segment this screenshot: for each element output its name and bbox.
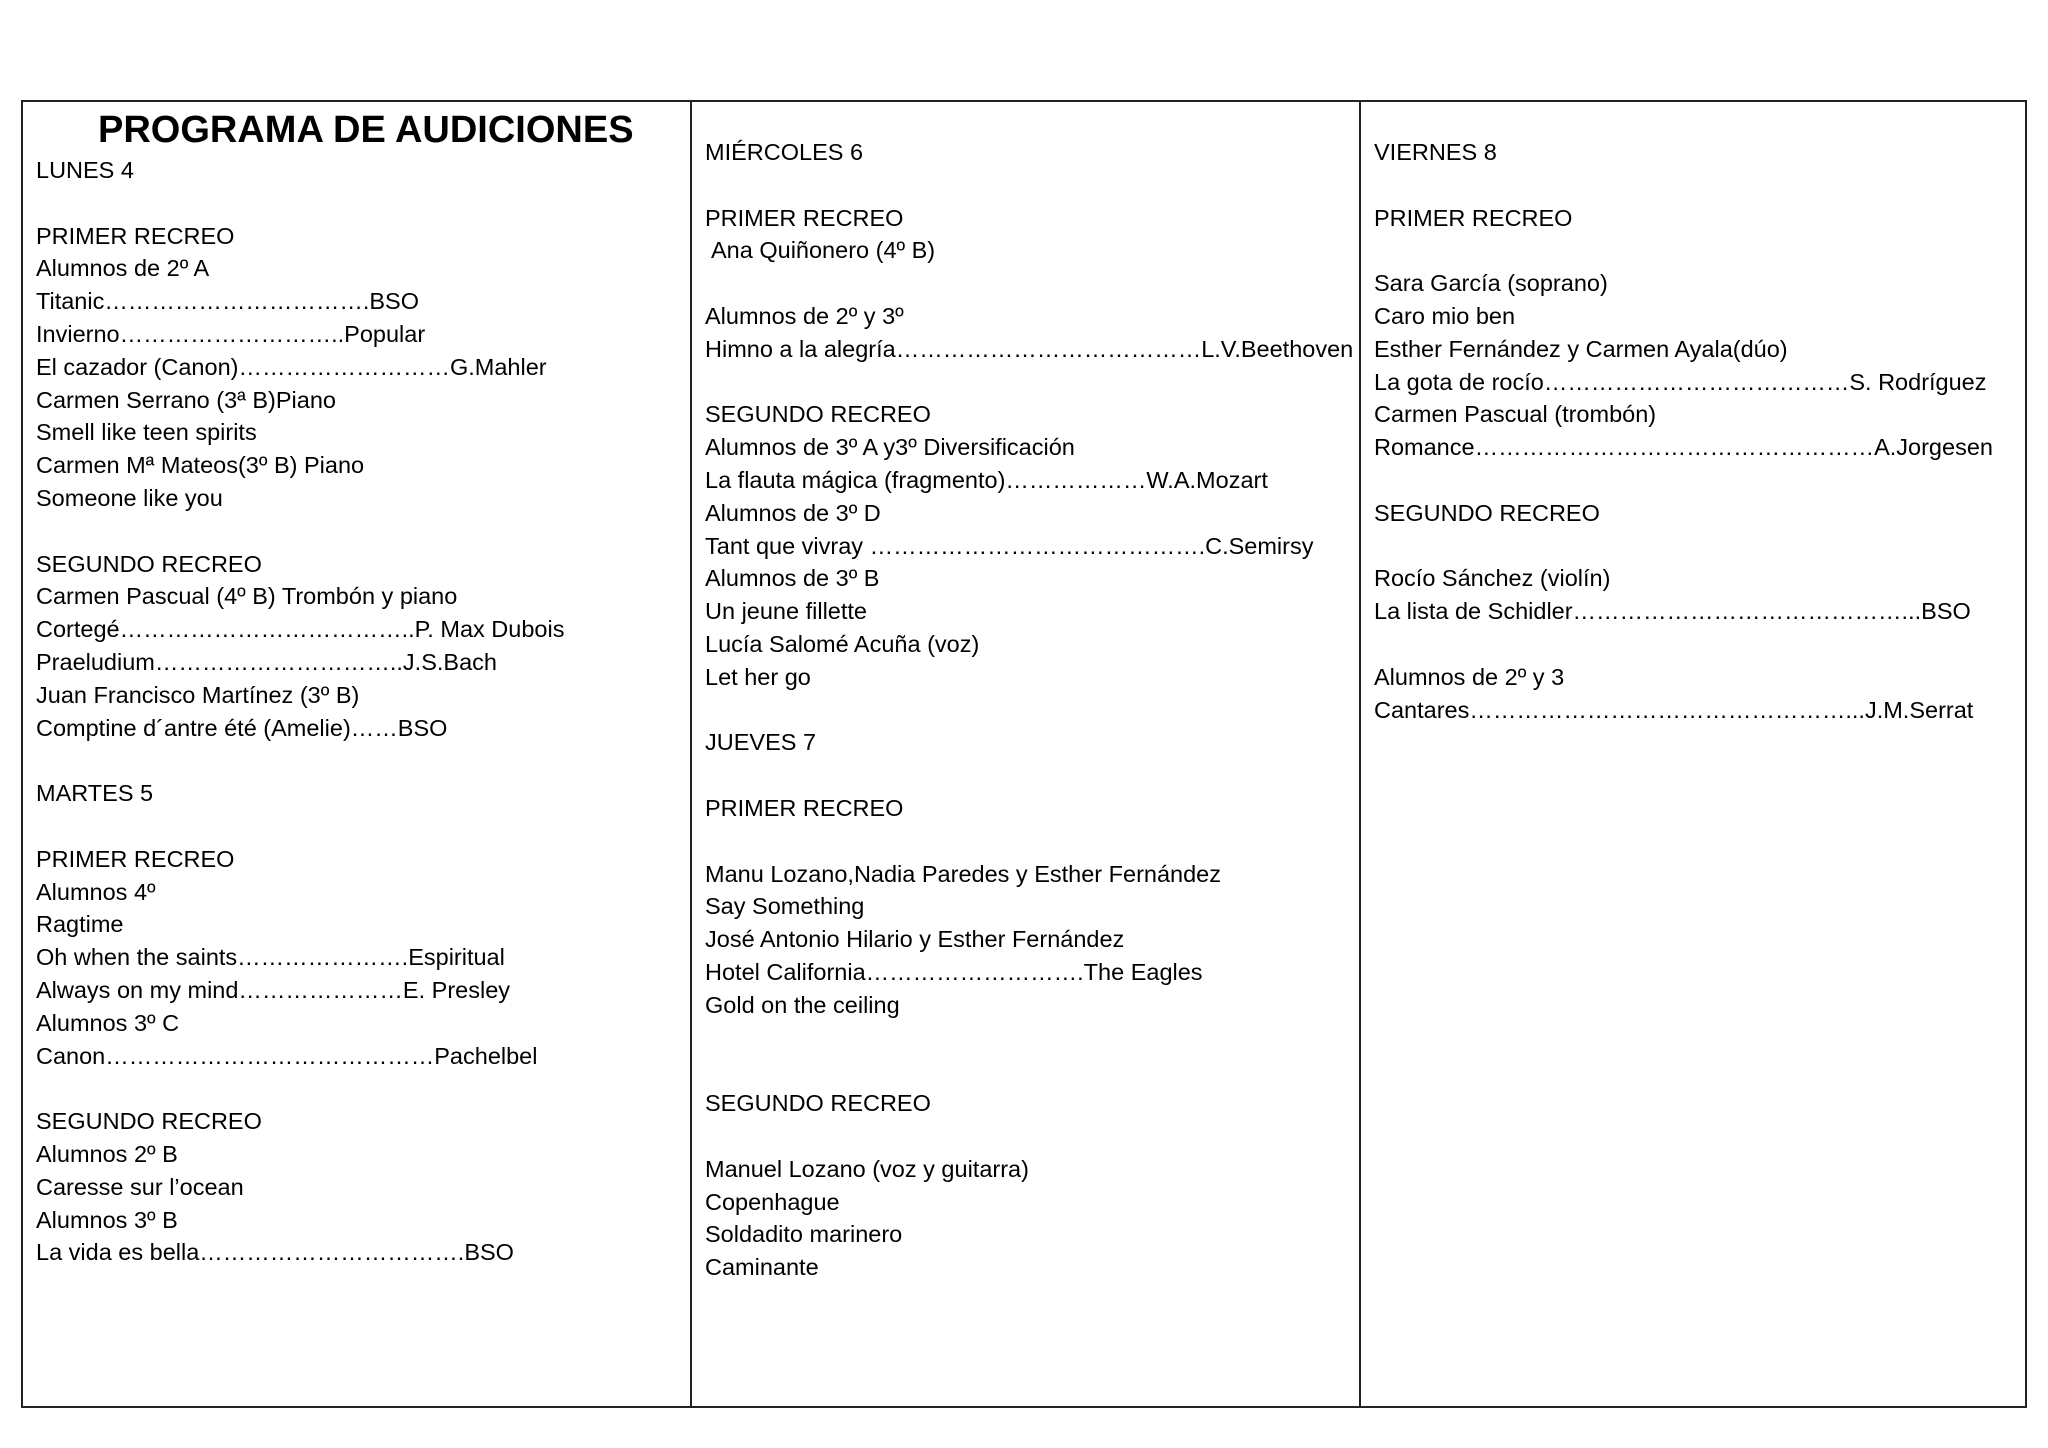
column-friday [1361, 102, 2025, 1406]
text-line: LUNES 4 [36, 157, 134, 183]
text-line: Someone like you [36, 484, 223, 511]
text-line: Cantares…………………………………………...J.M.Serrat [1374, 696, 1974, 723]
text-line: Caminante [705, 1254, 819, 1281]
blank-line [705, 825, 1359, 858]
text-line: Let her go [705, 663, 811, 690]
blank-line [36, 187, 690, 220]
blank-line [705, 366, 1359, 399]
text-line: SEGUNDO RECREO [705, 401, 931, 428]
blank-line [705, 694, 1359, 727]
blank-line [36, 1072, 690, 1105]
blank-line [1374, 530, 2025, 563]
text-line: Carmen Mª Mateos(3º B) Piano [36, 452, 365, 479]
text-line: Cortegé………………………………..P. Max Dubois [36, 616, 565, 643]
text-line: Sara García (soprano) [1374, 270, 1608, 297]
text-line: Canon……………………………………Pachelbel [36, 1042, 538, 1069]
text-line: PRIMER RECREO [36, 845, 235, 872]
column-lines [705, 102, 1359, 1284]
text-line: SEGUNDO RECREO [705, 1090, 931, 1117]
text-line: Manu Lozano,Nadia Paredes y Esther Fernández [705, 860, 1222, 887]
column-wednesday-thursday [692, 102, 1361, 1406]
text-line: Say Something [705, 893, 865, 920]
text-line: SEGUNDO RECREO [1374, 499, 1600, 526]
text-line: Smell like teen spirits [36, 419, 257, 446]
text-line: Tant que vivray …………………………………….C.Semirsy [705, 532, 1314, 559]
text-line: José Antonio Hilario y Esther Fernández [705, 926, 1125, 953]
text-line: Romance……………………………………………A.Jorgesen [1374, 434, 1993, 461]
text-line: Alumnos de 3º A y3º Diversificación [705, 434, 1075, 461]
text-line: Ragtime [36, 911, 124, 938]
blank-line [1374, 234, 2025, 267]
text-line: Caro mio ben [1374, 302, 1516, 329]
text-line: SEGUNDO RECREO [36, 550, 262, 577]
page-title: PROGRAMA DE AUDICIONES [98, 109, 634, 151]
column-lines [1374, 102, 2025, 726]
text-line: Titanic…………………………….BSO [36, 288, 419, 315]
text-line: Alumnos 3º B [36, 1206, 178, 1233]
blank-line [705, 759, 1359, 792]
blank-line [36, 744, 690, 777]
text-line: Alumnos 4º [36, 878, 156, 905]
blank-line [705, 1022, 1359, 1055]
text-line: Carmen Pascual (4º B) Trombón y piano [36, 583, 458, 610]
column-monday-tuesday [23, 102, 692, 1406]
text-line: Carmen Serrano (3ª B)Piano [36, 386, 336, 413]
text-line: Carmen Pascual (trombón) [1374, 401, 1657, 428]
text-line: Alumnos de 2º y 3º [705, 302, 904, 329]
blank-line [705, 1054, 1359, 1087]
text-line: Rocío Sánchez (violín) [1374, 565, 1611, 592]
text-line: JUEVES 7 [705, 729, 817, 756]
text-line: Always on my mind…………………E. Presley [36, 976, 511, 1003]
text-line: Gold on the ceiling [705, 991, 900, 1018]
text-line: Soldadito marinero [705, 1221, 903, 1248]
text-line: Un jeune fillette [705, 598, 867, 625]
blank-line [705, 267, 1359, 300]
text-line: PRIMER RECREO [705, 794, 904, 821]
text-line: Manuel Lozano (voz y guitarra) [705, 1155, 1029, 1182]
text-line: Alumnos de 3º D [705, 499, 881, 526]
text-line: Copenhague [705, 1188, 840, 1215]
text-line: MIÉRCOLES 6 [705, 139, 864, 165]
text-line: PRIMER RECREO [36, 222, 235, 249]
text-line: Lucía Salomé Acuña (voz) [705, 630, 980, 657]
text-line: La gota de rocío…………………………………S. Rodríguez [1374, 368, 1987, 395]
text-line: Alumnos 2º B [36, 1140, 178, 1167]
blank-line [1374, 628, 2025, 661]
text-line: Alumnos de 3º B [705, 565, 880, 592]
text-line: Oh when the saints………………….Espiritual [36, 944, 505, 971]
text-line: La lista de Schidler……………………………………...BSO [1374, 598, 1971, 625]
blank-line [1374, 464, 2025, 497]
blank-line [705, 169, 1359, 202]
text-line: Hotel California……………………….The Eagles [705, 958, 1203, 985]
text-line: La flauta mágica (fragmento)………………W.A.Mozart [705, 466, 1268, 493]
blank-line [705, 1120, 1359, 1153]
column-lines [36, 154, 690, 1269]
text-line: PRIMER RECREO [705, 204, 904, 231]
blank-line [1374, 169, 2025, 202]
text-line: Praeludium…………………………..J.S.Bach [36, 648, 497, 675]
text-line: PRIMER RECREO [1374, 204, 1573, 231]
text-line: Invierno………………………..Popular [36, 320, 426, 347]
blank-line [36, 810, 690, 843]
text-line: Himno a la alegría…………………………………L.V.Beethoven [705, 335, 1354, 362]
text-line: Alumnos de 2º A [36, 255, 210, 282]
text-line: Alumnos 3º C [36, 1009, 180, 1036]
text-line: VIERNES 8 [1374, 139, 1497, 165]
text-line: Esther Fernández y Carmen Ayala(dúo) [1374, 335, 1788, 362]
program-table [21, 100, 2027, 1408]
text-line: El cazador (Canon)………………………G.Mahler [36, 353, 547, 380]
text-line: Ana Quiñonero (4º B) [711, 237, 936, 264]
text-line: Comptine d´antre été (Amelie)……BSO [36, 714, 448, 741]
blank-line [36, 515, 690, 548]
text-line: La vida es bella…………………………….BSO [36, 1239, 514, 1266]
text-line: Alumnos de 2º y 3 [1374, 663, 1565, 690]
text-line: Caresse sur l’ocean [36, 1173, 244, 1200]
text-line: Juan Francisco Martínez (3º B) [36, 681, 360, 708]
text-line: SEGUNDO RECREO [36, 1108, 262, 1135]
text-line: MARTES 5 [36, 780, 154, 807]
